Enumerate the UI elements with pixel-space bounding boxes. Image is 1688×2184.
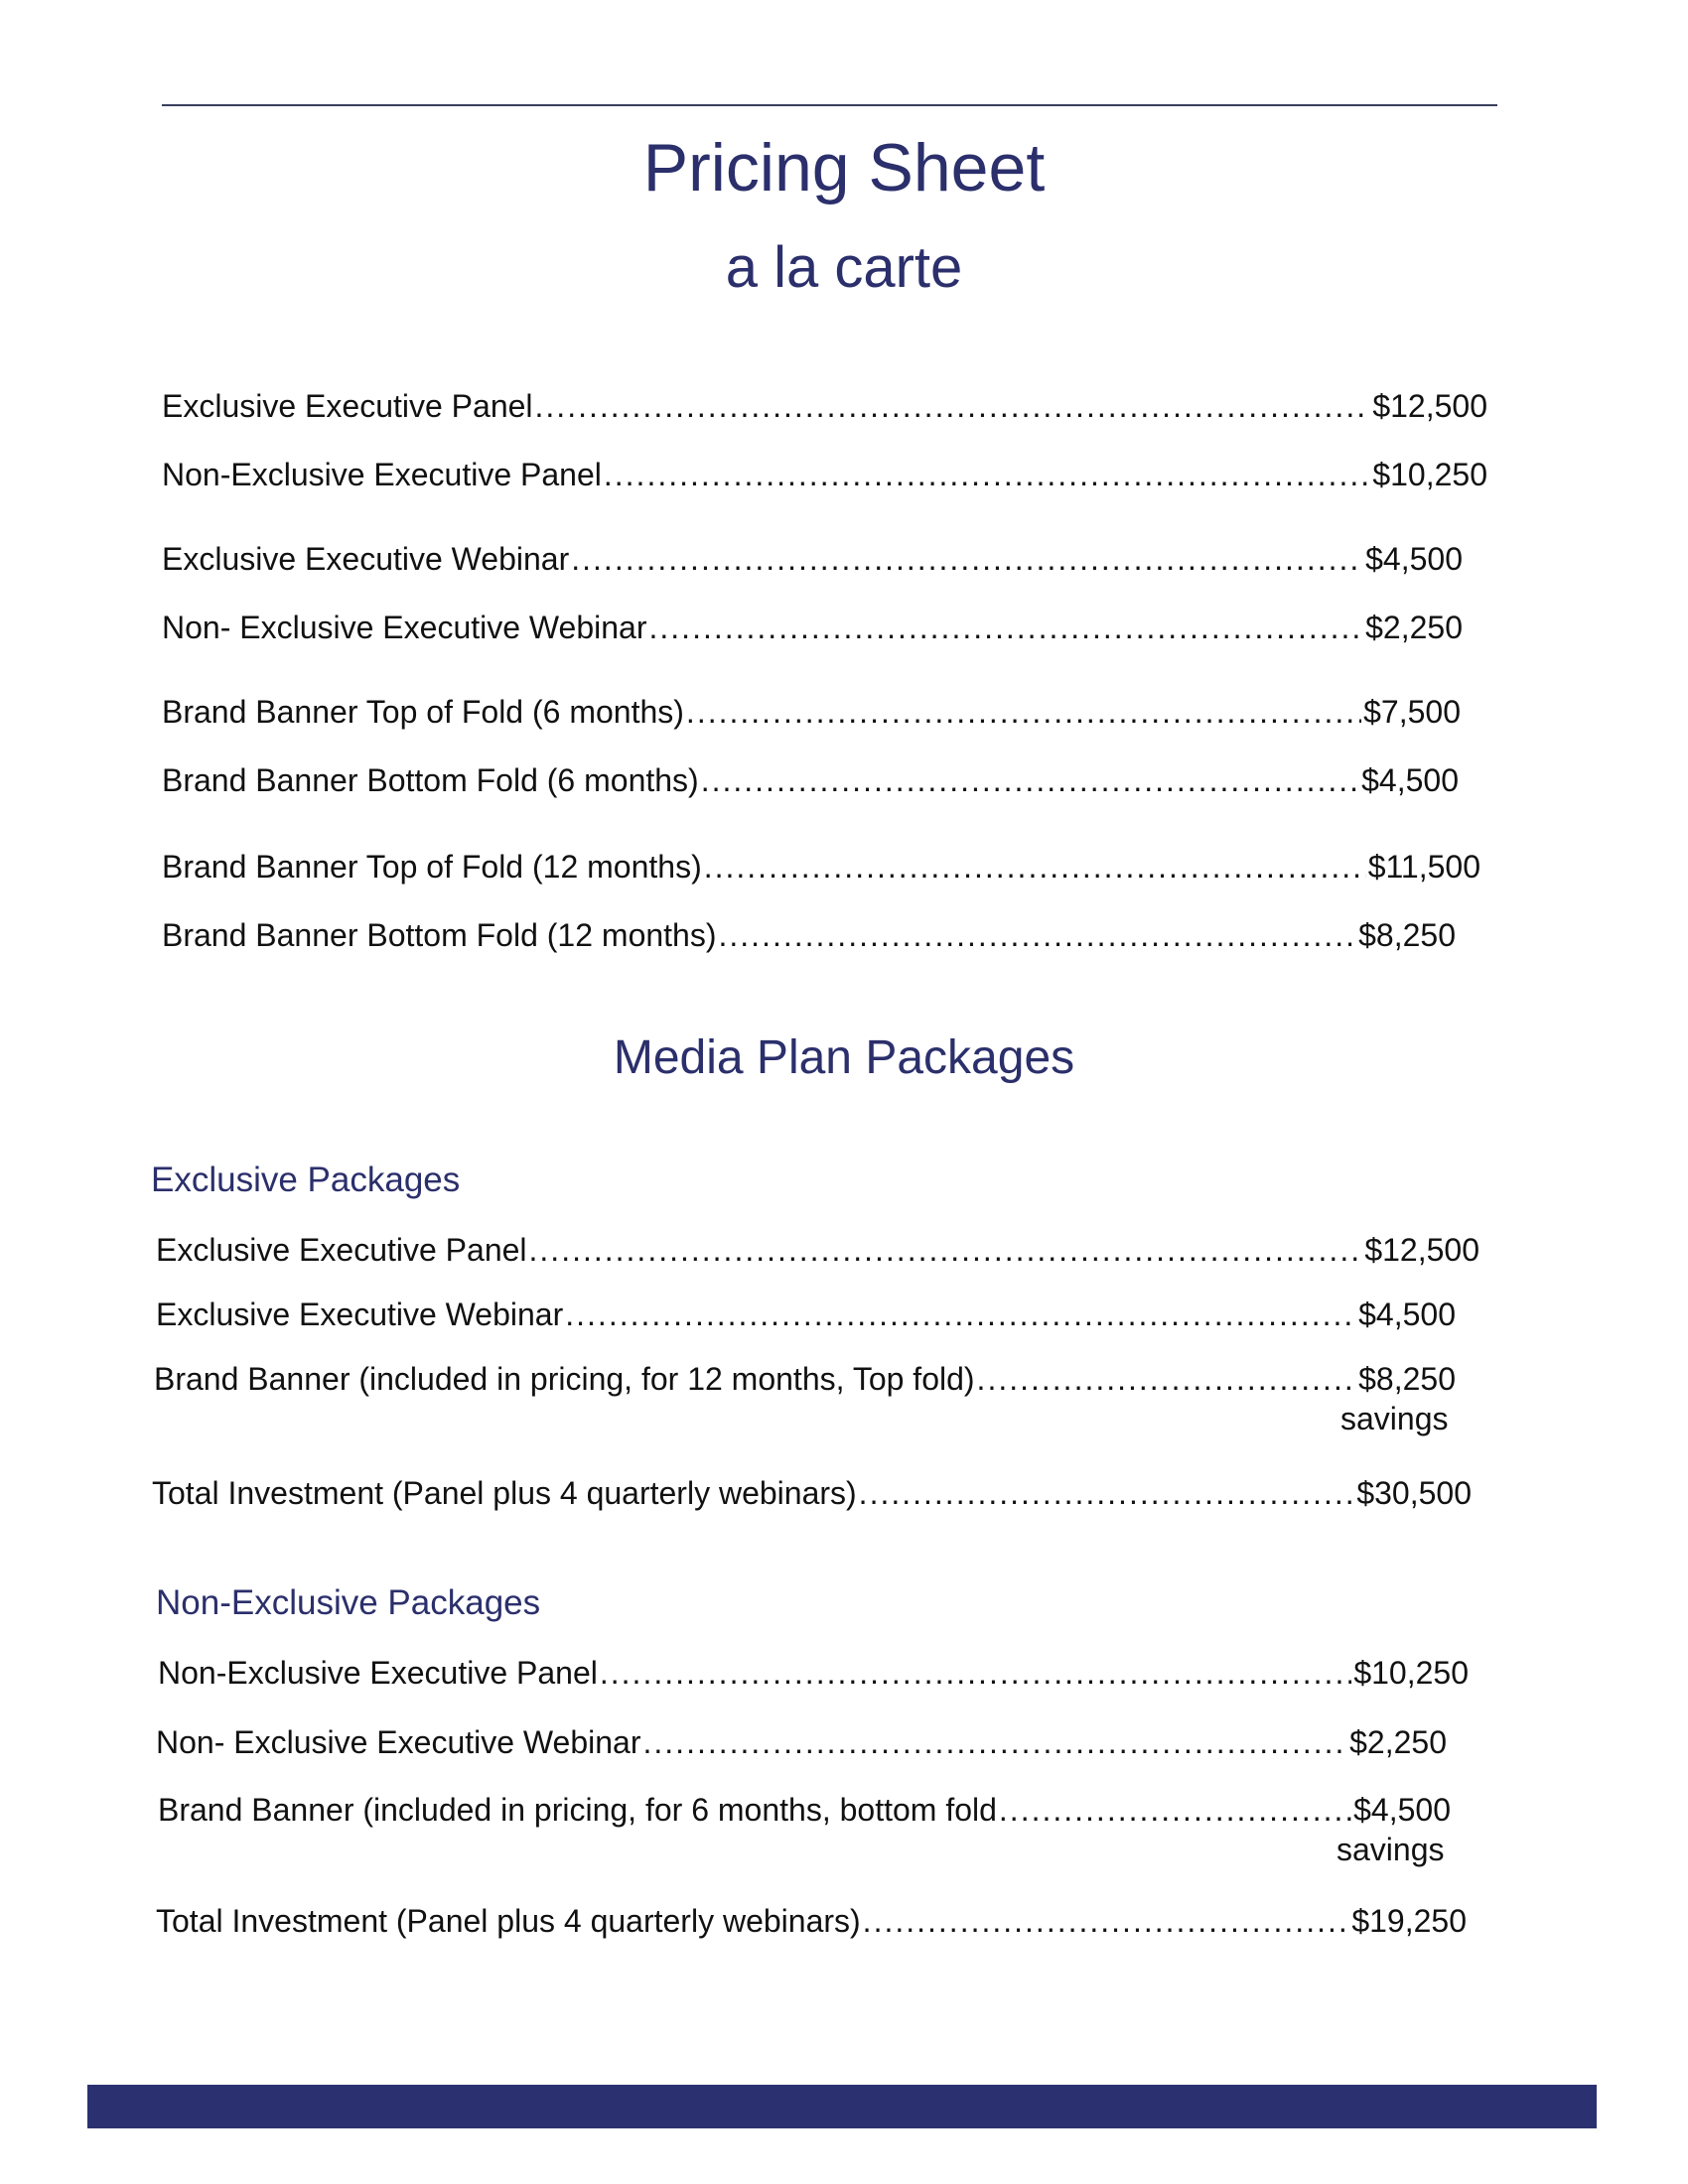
item-price: $11,500 — [1367, 849, 1480, 885]
item-price: $4,500 — [1365, 541, 1463, 577]
top-divider — [162, 104, 1497, 106]
page-subtitle: a la carte — [725, 235, 963, 300]
item-label: Brand Banner Bottom Fold (12 months) — [162, 917, 717, 953]
price-row — [156, 1233, 1479, 1268]
dot-leader — [604, 458, 1370, 492]
exclusive-packages-heading: Exclusive Packages — [151, 1160, 461, 1199]
price-row — [154, 1362, 1456, 1397]
dot-leader — [535, 389, 1371, 424]
dot-leader — [999, 1793, 1351, 1828]
dot-leader — [859, 1476, 1355, 1511]
item-label: Brand Banner (included in pricing, for 6 months, bottom fold — [158, 1792, 997, 1828]
price-row — [162, 458, 1487, 492]
item-price: $4,500 — [1358, 1297, 1456, 1332]
item-price: $2,250 — [1365, 610, 1463, 645]
dot-leader — [600, 1656, 1351, 1691]
item-price: $8,250 — [1358, 917, 1456, 953]
price-row — [156, 1725, 1447, 1760]
dot-leader — [571, 542, 1363, 577]
total-row — [156, 1904, 1467, 1939]
savings-note: savings — [1336, 1832, 1445, 1867]
price-row — [162, 542, 1463, 577]
savings-note: savings — [1340, 1401, 1449, 1436]
non-exclusive-packages-heading: Non-Exclusive Packages — [156, 1583, 541, 1622]
dot-leader — [704, 850, 1366, 885]
item-label: Exclusive Executive Webinar — [156, 1297, 564, 1332]
price-row — [162, 389, 1487, 424]
item-price: $12,500 — [1372, 388, 1487, 424]
item-label: Non-Exclusive Executive Panel — [158, 1655, 598, 1691]
item-price: $10,250 — [1372, 457, 1487, 492]
footer-bar — [87, 2085, 1597, 2128]
dot-leader — [649, 611, 1364, 645]
item-label: Non- Exclusive Executive Webinar — [156, 1724, 641, 1760]
item-label: Total Investment (Panel plus 4 quarterly webinars) — [152, 1475, 857, 1511]
section-heading-media-plan: Media Plan Packages — [613, 1031, 1075, 1084]
item-price: $12,500 — [1364, 1232, 1479, 1268]
item-price: $4,500 — [1361, 762, 1459, 798]
price-row — [162, 850, 1480, 885]
item-label: Brand Banner Top of Fold (12 months) — [162, 849, 702, 885]
total-row — [152, 1476, 1472, 1511]
item-label: Exclusive Executive Webinar — [162, 541, 570, 577]
dot-leader — [565, 1297, 1356, 1332]
price-row — [162, 763, 1459, 798]
dot-leader — [686, 695, 1361, 730]
price-row — [158, 1656, 1469, 1691]
item-price: $2,250 — [1349, 1724, 1447, 1760]
item-price: $4,500 — [1353, 1792, 1451, 1828]
item-label: Exclusive Executive Panel — [156, 1232, 527, 1268]
price-row — [158, 1793, 1451, 1828]
item-label: Exclusive Executive Panel — [162, 388, 533, 424]
item-label: Brand Banner (included in pricing, for 12 months, Top fold) — [154, 1361, 975, 1397]
dot-leader — [977, 1362, 1357, 1397]
page-title: Pricing Sheet — [642, 130, 1046, 205]
dot-leader — [719, 918, 1357, 953]
item-price: $30,500 — [1356, 1475, 1472, 1511]
dot-leader — [701, 763, 1359, 798]
item-price: $10,250 — [1353, 1655, 1469, 1691]
price-row — [162, 695, 1461, 730]
dot-leader — [529, 1233, 1363, 1268]
item-price: $7,500 — [1363, 694, 1461, 730]
price-row — [156, 1297, 1456, 1332]
price-row — [162, 918, 1456, 953]
item-price: $19,250 — [1351, 1903, 1467, 1939]
item-price: $8,250 — [1358, 1361, 1456, 1397]
item-label: Total Investment (Panel plus 4 quarterly webinars) — [156, 1903, 861, 1939]
dot-leader — [643, 1725, 1348, 1760]
item-label: Brand Banner Top of Fold (6 months) — [162, 694, 684, 730]
item-label: Brand Banner Bottom Fold (6 months) — [162, 762, 699, 798]
item-label: Non-Exclusive Executive Panel — [162, 457, 602, 492]
price-row — [162, 611, 1463, 645]
dot-leader — [863, 1904, 1350, 1939]
item-label: Non- Exclusive Executive Webinar — [162, 610, 647, 645]
